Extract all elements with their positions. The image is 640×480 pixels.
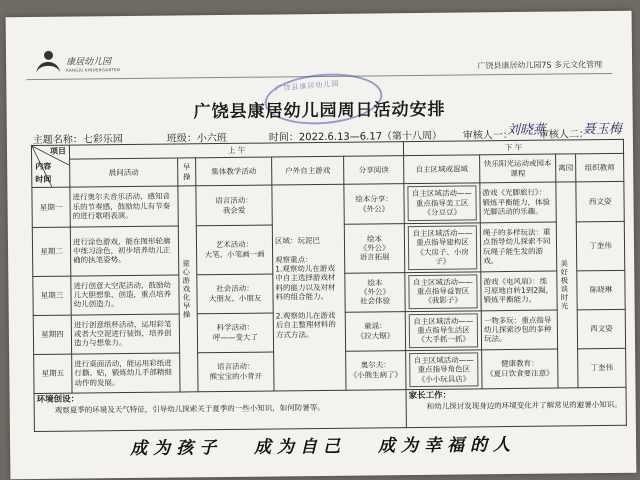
parent-work-cell [406,387,626,427]
teacher-cell: 丁奎伟 [578,348,626,388]
logo-cn-text: 康居幼儿园 [66,57,112,68]
col-morning-activity: 晨间活动 [70,158,178,187]
col-self-area: 自主区域或混域 [404,155,480,184]
slogan-part-one: 成为孩子 [130,438,223,460]
date-range-label: 时间：2022.6.13—6.17（第十八周） [268,130,443,144]
outdoor-play-cell: 区域：玩泥巴 观察重点： 1.观察幼儿在游戏中自主选择游戏材料的能力以及对材料的组合能力。 2.观察幼儿在游戏后自主整理材料的方式方法。 [272,184,346,391]
day-cell: 星期四 [33,315,71,355]
col-morning-exercise: 早操 [178,158,196,186]
group-activity-cell: 艺术活动： 大笔、小笔画一画 [196,225,273,274]
weekly-schedule-table [31,139,627,432]
reading-cell: 绘本 《外公》 社会体验 [345,272,405,312]
slogan-part-two: 成为自己 [254,436,347,458]
stamp-text: 广饶县康居幼儿园 [275,79,340,93]
sunshine-cell: 健康教育： 《夏日饮食要注意》 [482,349,558,389]
day-cell: 星期五 [34,354,72,394]
kindergarten-logo [36,50,120,77]
reviewer-two-label: 审核人二： [538,129,589,141]
self-area-box: 自主区域活动——重点指导建构区《大房子、小房子》 [408,225,477,269]
reading-cell: 奥尔夫： 《小熊生病了》 [346,350,406,390]
nap-cell [556,182,578,388]
self-area-cell [404,183,480,224]
page-title: 广饶县康居幼儿园周日活动安排 [193,99,446,123]
morning-activity-cell: 进行桌面活动，能运用彩纸进行撕、贴，锻炼幼儿手部精细动作的发展。 [72,353,180,393]
self-area-cell [405,310,481,350]
afternoon-header: 下 午 [403,139,623,155]
self-area-box: 自主区域活动——重点指导角色区《小小玩具店》 [409,352,478,387]
reading-cell: 绘本分享： 《外公》 [344,184,404,225]
management-header: 广饶县康居幼儿园7S 多元文化管理 [477,60,603,71]
table-row [32,181,624,227]
morning-exercise-cell [178,186,198,392]
sunshine-cell: 游戏《电风扇》：练习原地自转1到2圈，锻炼平衡能力。 [481,271,557,311]
self-area-cell [405,271,481,311]
sunshine-cell: 绳子的多样玩法：重点指导幼儿探索不同玩绳子能生发的游戏。 [480,222,557,271]
corner-time: 时间 [35,175,52,185]
schedule-sheet [6,11,637,480]
self-area-box: 自主区域活动——重点指导益智区《我影子》 [408,274,477,309]
reviewer-one-label: 审核人一： [462,129,513,142]
child-logo-icon [36,51,62,77]
reading-cell: 绘本 《外公》 语言拓展 [344,224,405,273]
sunshine-cell: 一物多玩：重点指导幼儿探索沙包的多种玩法。 [481,310,557,350]
morning-activity-cell: 进行奥尔夫音乐活动，感知音乐的节奏感，鼓励幼儿有节奏的进行歌唱表演。 [70,186,178,227]
col-outdoor-play: 户外自主游戏 [272,156,344,185]
reviewer-two-signature: 聂玉梅 [582,121,622,138]
environment-title: 环境创设： [36,394,80,405]
corner-header-cell [31,145,69,187]
day-cell: 星期三 [33,276,71,316]
environment-text: 观察夏季的环境及天气特征，引导幼儿探索关于夏季的一些小知识，如何防暑等。 [54,402,325,415]
group-activity-cell: 科学活动： 呼——变大了 [197,313,273,353]
self-area-cell [404,223,481,272]
corner-content: 内容 [35,161,52,171]
parent-work-title: 家长工作： [408,390,452,401]
morning-activity-cell: 进行涂色游戏，能在图形轮廓中练习涂色，初步培养幼儿正确的执笔姿势。 [70,226,179,276]
morning-exercise-text: 童心游戏化早操 [181,259,192,319]
group-activity-cell: 社会活动： 大朋友、小朋友 [197,274,273,314]
self-area-box: 自主区域活动——重点指导美工区《分豆豆》 [407,186,476,221]
sunshine-cell: 游戏《光脚旅行》：锻炼平衡能力，体验光脚活动的乐趣。 [480,182,556,223]
morning-header: 上 午 [69,142,403,159]
col-nap: 离园 [556,154,576,182]
day-cell: 星期二 [32,227,71,276]
teacher-cell: 丁奎伟 [576,221,625,270]
logo-en-text: KANGJU KINDERGARTEN [66,67,121,73]
teacher-cell: 陈晓琳 [577,270,625,310]
theme-label: 主题名称：七彩乐园 [32,134,123,147]
col-group-activity: 集体教学活动 [196,157,272,186]
reviewer-one-signature: 刘晓燕 [506,122,546,139]
school-slogan [10,429,636,461]
col-sharing-reading: 分享阅读 [344,156,404,185]
col-sunshine: 快乐阳光运动或园本课程 [480,154,556,183]
teacher-cell: 西文姿 [576,181,624,222]
day-cell: 星期一 [32,187,70,227]
corner-item: 项目 [49,146,67,156]
parent-work-text: 和幼儿探讨发现身边的环境变化并了解常见的避暑小知识。 [426,399,622,411]
group-activity-cell: 语言活动： 我会爱 [196,185,272,226]
environment-cell [34,389,406,431]
reading-cell: 童谣： 《拉大锯》 [345,311,405,351]
group-activity-cell: 语言活动： 熊宝宝的小背开 [198,352,274,392]
nap-text: 美好极谈时光 [559,259,570,311]
self-area-cell [406,350,482,390]
morning-activity-cell: 进行创意大空泥活动，鼓励幼儿大胆想象、创造，重点培养幼儿创造力。 [71,274,179,314]
col-teacher: 组织教师 [576,153,624,182]
class-label: 班级：小六班 [166,132,227,145]
slogan-part-three: 成为幸福的人 [377,434,517,457]
teacher-cell: 西文姿 [577,309,625,349]
self-area-box: 自主区域活动——重点指导生活区《大手抓一抓》 [409,313,478,348]
morning-activity-cell: 进行创意纸杯活动，运用彩笔或者大空泥进行装饰，培养创造力与想象力。 [71,314,179,354]
